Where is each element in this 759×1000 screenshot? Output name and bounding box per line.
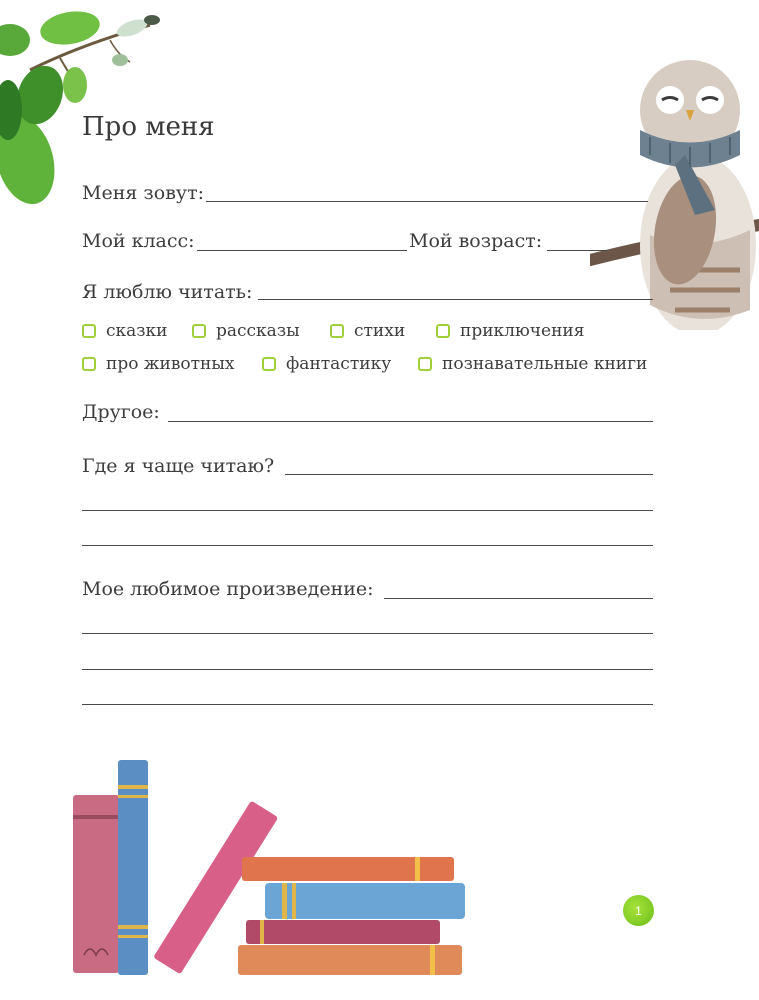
genre-checkbox-fairy-tales[interactable] xyxy=(82,321,168,341)
favorite-work-extra-line[interactable] xyxy=(82,633,653,634)
genre-label: стихи xyxy=(354,321,406,341)
genre-checkbox-poems[interactable] xyxy=(330,321,405,341)
checkbox-box[interactable] xyxy=(436,324,450,338)
class-label: Мой класс: xyxy=(82,230,195,252)
where-read-label: Где я чаще читаю? xyxy=(82,455,275,477)
favorite-work-extra-line[interactable] xyxy=(82,669,653,670)
class-field-line[interactable] xyxy=(197,250,407,251)
where-read-field-line[interactable] xyxy=(285,474,653,475)
checkbox-box[interactable] xyxy=(192,324,206,338)
leaves-branch-illustration xyxy=(0,0,170,210)
age-field-line[interactable] xyxy=(547,250,607,251)
like-to-read-label: Я люблю читать: xyxy=(82,281,253,303)
age-label: Мой возраст: xyxy=(409,230,543,252)
favorite-work-label: Мое любимое произведение: xyxy=(82,578,374,600)
where-read-extra-line[interactable] xyxy=(82,510,653,511)
genre-checkbox-educational-books[interactable] xyxy=(418,354,647,374)
genre-label: про животных xyxy=(106,354,235,374)
checkbox-box[interactable] xyxy=(418,357,432,371)
page-title: Про меня xyxy=(82,112,215,142)
other-label: Другое: xyxy=(82,401,160,423)
checkbox-box[interactable] xyxy=(82,357,96,371)
where-read-extra-line[interactable] xyxy=(82,545,653,546)
book-stack-illustration xyxy=(70,755,470,980)
owl-illustration xyxy=(590,55,759,330)
like-to-read-field-line[interactable] xyxy=(258,299,653,300)
name-field-line[interactable] xyxy=(206,201,648,202)
genre-label: познавательные книги xyxy=(442,354,648,374)
genre-label: сказки xyxy=(106,321,168,341)
genre-label: приключения xyxy=(460,321,585,341)
genre-label: рассказы xyxy=(216,321,300,341)
name-label: Меня зовут: xyxy=(82,182,204,204)
genre-checkbox-stories[interactable] xyxy=(192,321,300,341)
checkbox-box[interactable] xyxy=(330,324,344,338)
genre-label: фантастику xyxy=(286,354,392,374)
checkbox-box[interactable] xyxy=(82,324,96,338)
other-field-line[interactable] xyxy=(168,421,653,422)
genre-checkbox-about-animals[interactable] xyxy=(82,354,234,374)
page-number-badge: 1 xyxy=(623,895,654,926)
favorite-work-extra-line[interactable] xyxy=(82,704,653,705)
checkbox-box[interactable] xyxy=(262,357,276,371)
genre-checkbox-fantasy[interactable] xyxy=(262,354,391,374)
favorite-work-field-line[interactable] xyxy=(384,598,653,599)
genre-checkbox-adventures[interactable] xyxy=(436,321,584,341)
